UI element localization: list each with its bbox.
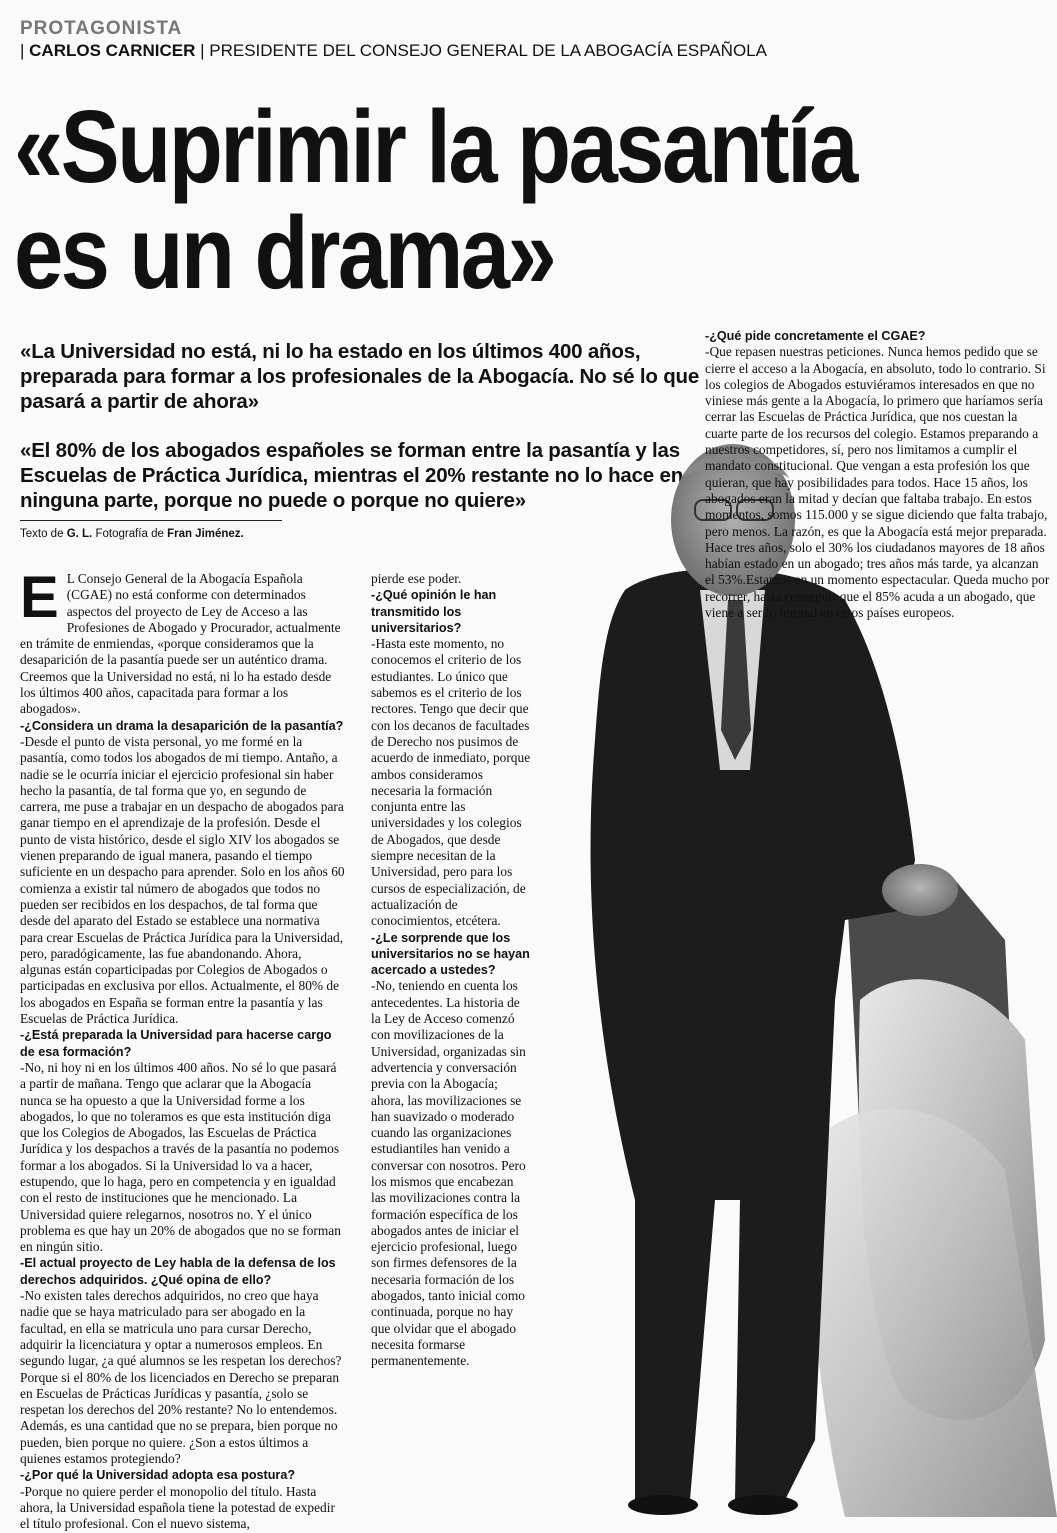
interview-question: -¿Qué opinión le han transmitido los universitarios? bbox=[371, 588, 497, 635]
interviewee-name: CARLOS CARNICER bbox=[29, 41, 196, 60]
credit-author: G. L. bbox=[66, 528, 93, 540]
interview-answer: -Hasta este momento, no conocemos el criterio de los estudiantes. Lo único que sabemos es el criterio de los rectores. Tengo que decir que con los decanos de facultades de Derecho nos pusimos de acuerdo de inmediato, porque ambos consideramos necesaria la formación conjunta entre las universidades y los colegios de Abogados, que desde siempre necesitan de la Universidad, pero para los cursos de especialización, de actualización de conocimientos, etcétera. bbox=[371, 636, 531, 929]
pull-quote-1: «La Universidad no está, ni lo ha estado en los últimos 400 años, preparada para formar a los profesionales de la Abogacía. No sé lo que pasará a partir de ahora» bbox=[20, 340, 700, 413]
interview-question: -¿Está preparada la Universidad para hacerse cargo de esa formación? bbox=[20, 1028, 332, 1059]
body-column-2 bbox=[371, 571, 531, 1370]
byline: | CARLOS CARNICER | PRESIDENTE DEL CONSEJO GENERAL DE LA ABOGACÍA ESPAÑOLA bbox=[20, 41, 767, 60]
interview-answer: E L Consejo General de la Abogacía Española (CGAE) no está conforme con determinados aspectos del proyecto de Ley de Acceso a las Profesiones de Abogado y Procurador, actualmente en trámite de enmiendas, «porque consideramos que la desaparición de la pasantía puede ser un auténtico drama. Creemos que la Universidad no está, ni lo ha estado desde los últimos 400 años, capacitada para formar a los abogados». bbox=[20, 565, 341, 717]
interview-answer: -No, ni hoy ni en los últimos 400 años. No sé lo que pasará a partir de mañana. Tengo que aclarar que la Abogacía nunca se ha opuesto a que la Universidad forme a los abogados, lo que no toleramos es que esta institución diga que los Colegios de Abogados, las Escuelas de Práctica Jurídica y los despachos a través de la pasantía no podemos formar a los abogados. Si la Universidad lo va a hacer, estupendo, que lo haga, pero en competencia y en igualdad con el resto de instituciones que he mencionado. La Universidad quiere relegarnos, nosotros no. Y el único problema es que hay un 20% de abogados que no se forman en ningún sitio. bbox=[20, 1059, 341, 1255]
interview-answer: -Que repasen nuestras peticiones. Nunca hemos pedido que se cierre el acceso a la Abogacía, en absoluto, todo lo contrario. Si los colegios de Abogados estuviéramos interesados en que no viniese más gente a la Abogacía, lo primero que haríamos sería cerrar las Escuelas de Práctica Jurídica, que nos cuestan la cuarte parte de los recursos del colegio. Estamos preparando a nuestros competidores, sí, pero nos limitamos a cumplir el mandato constitucional. Que vengan a esta profesión los que quieran, que hay posibilidades para todos. Hace 15 años, los abogados eran la mitad y decían que faltaba trabajo. En estos momentos, somos 115.000 y se sigue diciendo que falta trabajo, pero menos. La razón, es que la Abogacía está mejor preparada. Hace tres años, solo el 30% los ciudadanos mayores de 18 años habían estado en un abogado; tres años más tarde, ya alcanzan el 53%.Estamos en un momento espectacular. Queda mucho por recorrer, hasta conseguir que el 85% acuda a un abogado, que viene a ser lo normal en otros países europeos. bbox=[705, 344, 1050, 621]
headline-line-2: es un drama» bbox=[14, 195, 555, 310]
credit-photographer: Fran Jiménez. bbox=[167, 528, 244, 540]
credit-divider bbox=[20, 520, 282, 521]
interview-question: -¿Le sorprende que los universitarios no se hayan acercado a ustedes? bbox=[371, 930, 530, 978]
drop-cap: E bbox=[20, 565, 59, 630]
interview-question: -¿Considera un drama la desaparición de la pasantía? bbox=[20, 718, 344, 733]
interviewee-role: PRESIDENTE DEL CONSEJO GENERAL DE LA ABOGACÍA ESPAÑOLA bbox=[209, 41, 767, 60]
body-column-1 bbox=[20, 565, 345, 1533]
section-label: PROTAGONISTA bbox=[20, 18, 183, 39]
interview-answer: -Porque no quiere perder el monopolio del título. Hasta ahora, la Universidad española tiene la potestad de expedir el título profesional. Con el nuevo sistema, bbox=[20, 1483, 335, 1532]
headline-line-1: «Suprimir la pasantía bbox=[14, 89, 856, 204]
credit-photo-label: Fotografía de bbox=[95, 528, 164, 540]
interview-question: -¿Qué pide concretamente el CGAE? bbox=[705, 329, 926, 343]
credit-text-label: Texto de bbox=[20, 528, 64, 540]
interview-question: -¿Por qué la Universidad adopta esa postura? bbox=[20, 1468, 296, 1483]
pull-quote-2: «El 80% de los abogados españoles se forman entre la pasantía y las Escuelas de Práctica Jurídica, mientras el 20% restante no lo hace en ninguna parte, porque no puede o porque no quiere» bbox=[20, 439, 684, 512]
interview-answer: -No existen tales derechos adquiridos, no creo que haya nadie que se haya matriculado para ser abogado en la facultad, en ella se matricula uno para cursar Derecho, adquirir la licenciatura y optar a numerosos empleos. En segundo lugar, ¿a qué alumnos se les respetan los derechos? Porque si el 80% de los licenciados en Derecho se preparan en Escuelas de Prácticas Jurídicas y pasantía, ¿solo se respetan los derechos del 20% restante? No lo entendemos. Además, es una cantidad que no se prepara, bien porque no pueden, bien porque no quiere. ¿Son a estos últimos a quienes estamos protegiendo? bbox=[20, 1288, 342, 1467]
body-column-3 bbox=[705, 328, 1050, 621]
interview-answer: -Desde el punto de vista personal, yo me formé en la pasantía, como todos los abogados de mi tiempo. Antaño, a nadie se le ocurría iniciar el ejercicio profesional sin haber hecho la pasantía, de tal forma que yo, en segundo de carrera, me puse a trabajar en un despacho de abogados para ganar tiempo en el aprendizaje de la profesión. Desde el punto de vista histórico, desde el siglo XIV los abogados se vienen preparando de igual manera, pasando el tiempo suficiente en un despacho para aprender. Solo en los años 60 comienza a existir tal número de abogados que todos no pueden ser recibidos en los despachos, de tal forma que desde del aparato del Estado se establece una normativa para crear Escuelas de Práctica Jurídica para la Universidad, pero, paradógicamente, las fue abandonando. Ahora, algunas están coparticipadas por Colegios de Abogados o participadas en exclusiva por ellos. Actualmente, el 80% de los abogados en España se forman entre la pasantía y las Escuelas de Práctica Jurídica. bbox=[20, 733, 345, 1027]
credits bbox=[20, 528, 244, 540]
headline bbox=[14, 89, 900, 310]
interview-answer: pierde ese poder. bbox=[371, 571, 462, 586]
interview-answer: -No, teniendo en cuenta los antecedentes. La historia de la Ley de Acceso comenzó con movilizaciones de la Universidad, organizadas sin advertencia y conversación previa con la Abogacía; ahora, las movilizaciones se han suavizado o moderado cuando las organizaciones estudiantiles han venido a conversar con nosotros. Pero los mismos que encabezan las movilizaciones contra la formación específica de los abogados antes de iniciar el ejercicio profesional, luego son firmes defensores de la necesaria formación de los abogados, tanto inicial como continuada, porque no hay que olvidar que el abogado necesita formarse permanentemente. bbox=[371, 978, 526, 1369]
interview-question: -El actual proyecto de Ley habla de la defensa de los derechos adquiridos. ¿Qué opina de ello? bbox=[20, 1256, 336, 1287]
